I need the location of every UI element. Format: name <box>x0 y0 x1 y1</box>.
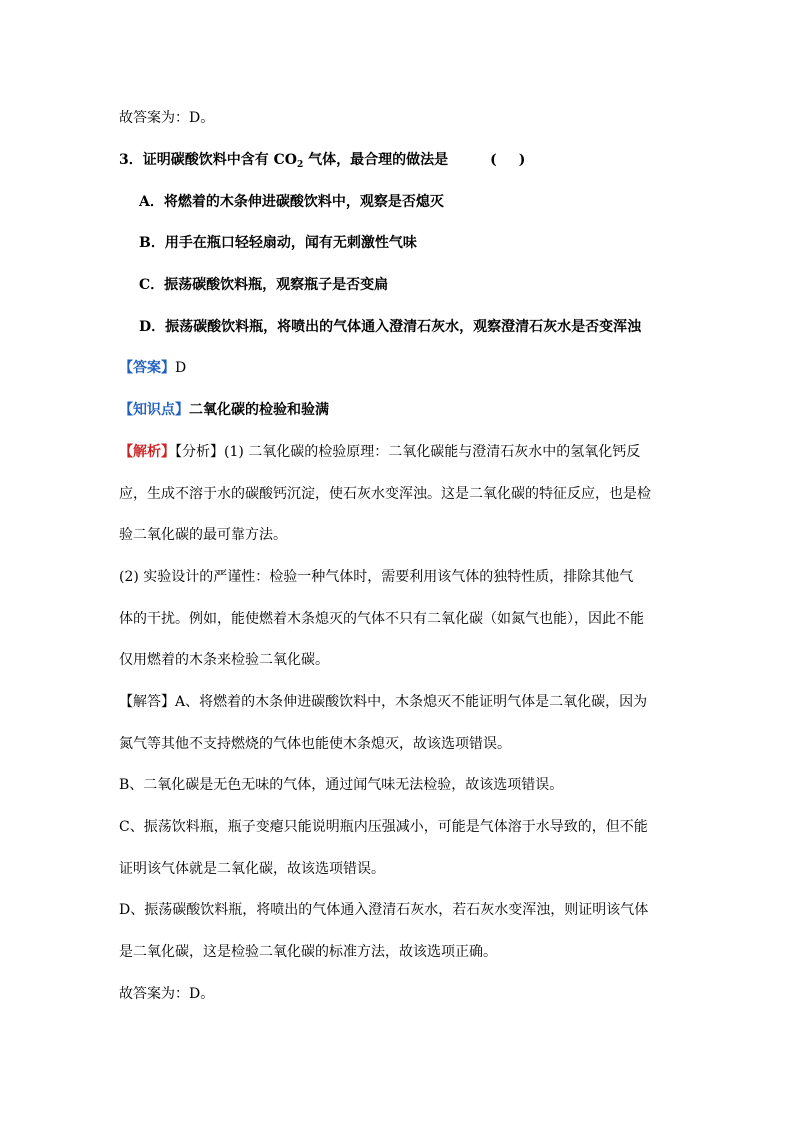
answer-paren-open: ( <box>490 152 497 168</box>
option-d-text: D．振荡碳酸饮料瓶，将喷出的气体通入澄清石灰水，观察澄清石灰水是否变浑浊 <box>139 319 642 335</box>
solution-c-line-2 <box>119 859 685 879</box>
solution-d-text: D、振荡碳酸饮料瓶，将喷出的气体通入澄清石灰水，若石灰水变浑浊，则证明该气体 <box>119 902 649 918</box>
solution-a-text-cont: 氮气等其他不支持燃烧的气体也能使木条熄灭，故该选项错误。 <box>119 736 511 752</box>
knowledge-point-line <box>119 400 685 420</box>
final-answer-line <box>119 984 685 1004</box>
question-suffix: 气体，最合理的做法是 <box>303 152 449 168</box>
knowledge-point-tag: 【知识点】 <box>119 402 189 418</box>
solution-c-text-cont: 证明该气体就是二氧化碳，故该选项错误。 <box>119 861 385 877</box>
analysis-line-3 <box>119 525 685 545</box>
analysis-1-text: (1) 二氧化碳的检验原理：二氧化碳能与澄清石灰水中的氢氧化钙反 <box>224 444 641 460</box>
analysis-tag: 【解析】 <box>119 444 175 460</box>
analysis-2-text-end: 仅用燃着的木条来检验二氧化碳。 <box>119 652 329 668</box>
option-c <box>139 275 705 295</box>
previous-answer-text: 故答案为：D。 <box>119 110 215 126</box>
analysis-2-text: (2) 实验设计的严谨性：检验一种气体时，需要利用该气体的独特性质，排除其他气 <box>119 569 634 585</box>
answer-paren-close: ) <box>518 152 526 168</box>
option-c-text: C．振荡碳酸饮料瓶，观察瓶子是否变扁 <box>139 277 389 293</box>
solution-tag: 【解答】 <box>119 694 175 710</box>
question-prefix: 3．证明碳酸饮料中含有 CO <box>119 152 297 168</box>
solution-d-line-2 <box>119 942 685 962</box>
solution-a-line-2 <box>119 734 685 754</box>
answer-tag: 【答案】 <box>119 360 175 376</box>
question-3 <box>119 150 685 175</box>
solution-b-text: B、二氧化碳是无色无味的气体，通过闻气味无法检验，故该选项错误。 <box>119 777 564 793</box>
previous-answer-line <box>119 108 685 128</box>
solution-b-line <box>119 775 685 795</box>
option-a-text: A．将燃着的木条伸进碳酸饮料中，观察是否熄灭 <box>139 194 444 210</box>
analysis-1-text-cont: 应，生成不溶于水的碳酸钙沉淀，使石灰水变浑浊。这是二氧化碳的特征反应，也是检 <box>119 486 651 502</box>
analysis-line-1 <box>119 442 685 462</box>
co2-subscript: 2 <box>296 160 304 170</box>
option-b-text: B．用手在瓶口轻轻扇动，闻有无刺激性气味 <box>139 235 417 251</box>
analysis-2-line-3 <box>119 650 685 670</box>
analysis-sub-tag: 【分析】 <box>175 444 224 460</box>
solution-c-line-1 <box>119 817 685 837</box>
option-d <box>139 317 705 337</box>
answer-value: D <box>175 360 187 376</box>
analysis-2-line-1 <box>119 567 685 587</box>
analysis-2-text-cont: 体的干扰。例如，能使燃着木条熄灭的气体不只有二氧化碳（如氮气也能），因此不能 <box>119 611 644 627</box>
analysis-2-line-2 <box>119 609 685 629</box>
solution-d-line-1 <box>119 900 685 920</box>
analysis-1-text-end: 验二氧化碳的最可靠方法。 <box>119 527 287 543</box>
option-b <box>139 233 705 253</box>
answer-line <box>119 358 685 378</box>
analysis-line-2 <box>119 484 685 504</box>
solution-d-text-cont: 是二氧化碳，这是检验二氧化碳的标准方法，故该选项正确。 <box>119 944 497 960</box>
solution-c-text: C、振荡饮料瓶，瓶子变瘪只能说明瓶内压强减小，可能是气体溶于水导致的，但不能 <box>119 819 648 835</box>
solution-a-line-1 <box>119 692 685 712</box>
knowledge-point-value: 二氧化碳的检验和验满 <box>189 402 329 418</box>
option-a <box>139 192 705 212</box>
solution-a-text: A、将燃着的木条伸进碳酸饮料中，木条熄灭不能证明气体是二氧化碳，因为 <box>175 694 648 710</box>
final-answer-text: 故答案为：D。 <box>119 986 215 1002</box>
